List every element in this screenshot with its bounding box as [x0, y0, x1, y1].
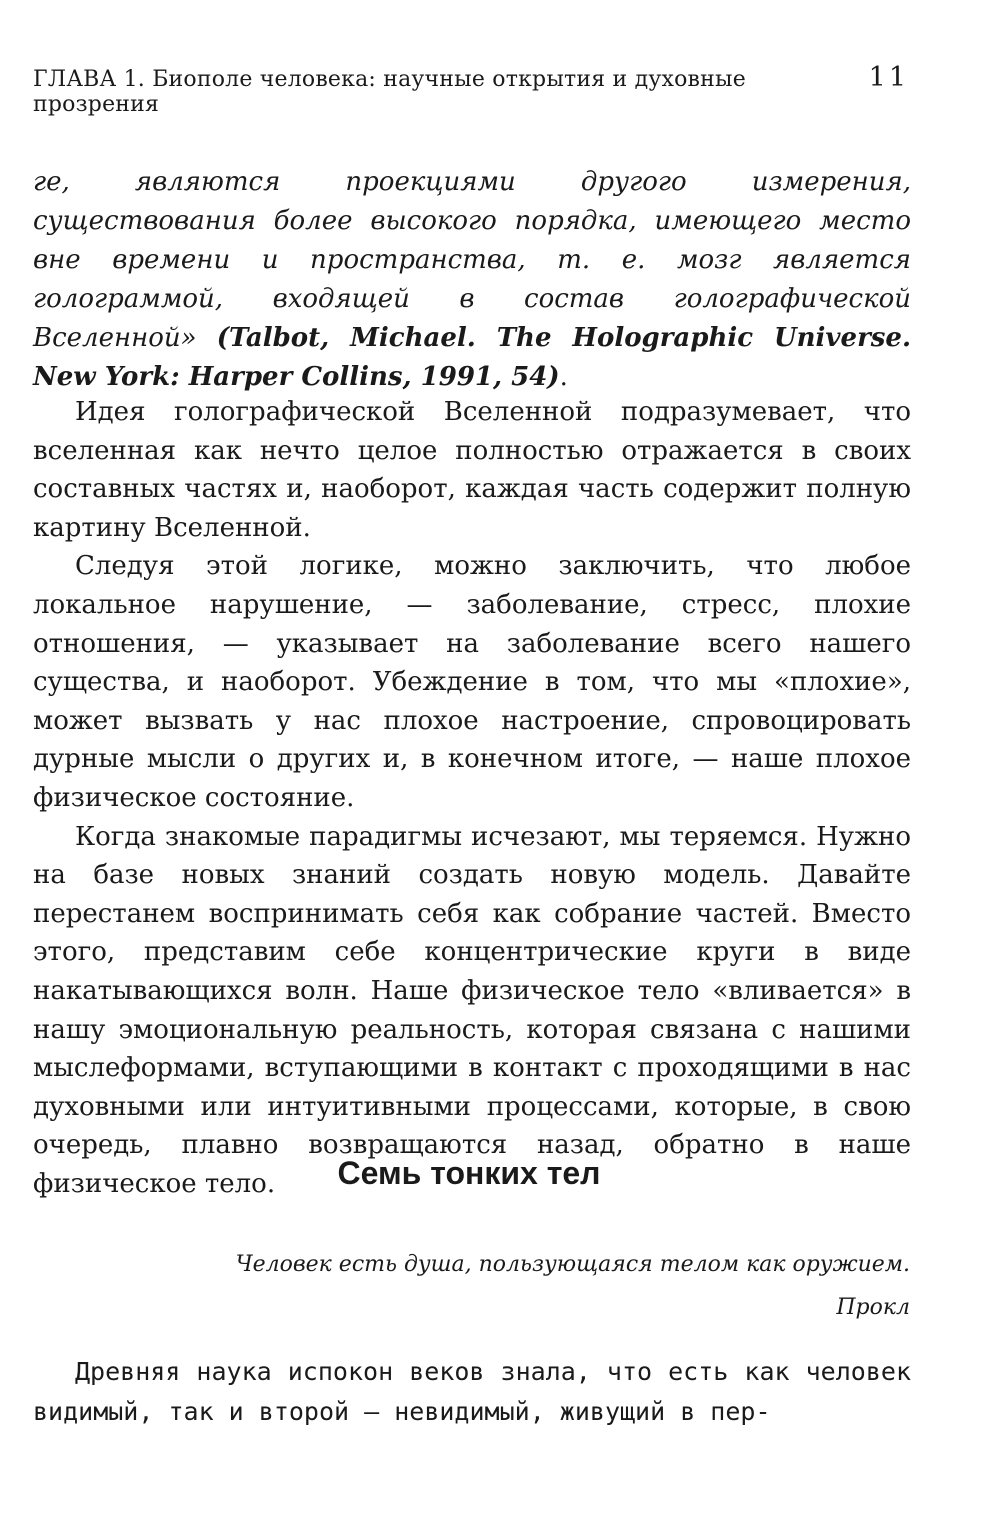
running-header: [33, 62, 913, 117]
epigraph-text: Человек есть душа, пользующаяся телом как оружием.: [235, 1252, 910, 1277]
paragraph: Идея голографической Вселенной подразумевает, что вселенная как нечто целое полностью отражается в своих составных частях и, наоборот, каждая часть содержит полную картину Вселенной.: [33, 397, 911, 543]
body-text: [33, 393, 911, 1203]
closing-text: [33, 1352, 911, 1432]
quote-end-mark: .: [559, 362, 568, 392]
epigraph: [236, 1243, 910, 1329]
quote-text: ге, являются проекциями другого измерения, существования более высокого порядка, имеющего место вне времени и пространства, т. е. мозг является голограммой, входящей в состав голографической Вселенной»: [33, 167, 911, 353]
running-title: ГЛАВА 1. Биополе человека: научные открытия и духовные прозрения: [33, 67, 746, 117]
section-title: Семь тонких тел: [337, 1155, 601, 1191]
paragraph: Следуя этой логике, можно заключить, что любое локальное нарушение, — заболевание, стресс, плохие отношения, — указывает на заболевание всего нашего существа, и наоборот. Убеждение в том, что мы «плохие», может вызвать у нас плохое настроение, спровоцировать дурные мысли о других и, в конечном итоге, — наше плохое физическое состояние.: [33, 551, 911, 813]
page-number: 11: [868, 62, 909, 93]
paragraph: Древняя наука испокон веков знала, что есть как человек видимый, так и второй — невидимый, живущий в пер-: [33, 1357, 911, 1426]
citation-quote: [33, 163, 911, 397]
paragraph: Когда знакомые парадигмы исчезают, мы теряемся. Нужно на базе новых знаний создать новую модель. Давайте перестанем воспринимать себя как собрание частей. Вместо этого, представим себе концентрические круги в виде накатывающихся волн. Наше физическое тело «вливается» в нашу эмоциональную реальность, которая связана с нашими мыслеформами, вступающими в контакт с проходящими в нас духовными или интуитивными процессами, которые, в свою очередь, плавно возвращаются назад, обратно в наше физическое тело.: [33, 821, 911, 1199]
quote-reference: (Talbot, Michael. The Holographic Universe. New York: Harper Collins, 1991, 54): [33, 323, 912, 392]
epigraph-author: Прокл: [836, 1295, 910, 1320]
